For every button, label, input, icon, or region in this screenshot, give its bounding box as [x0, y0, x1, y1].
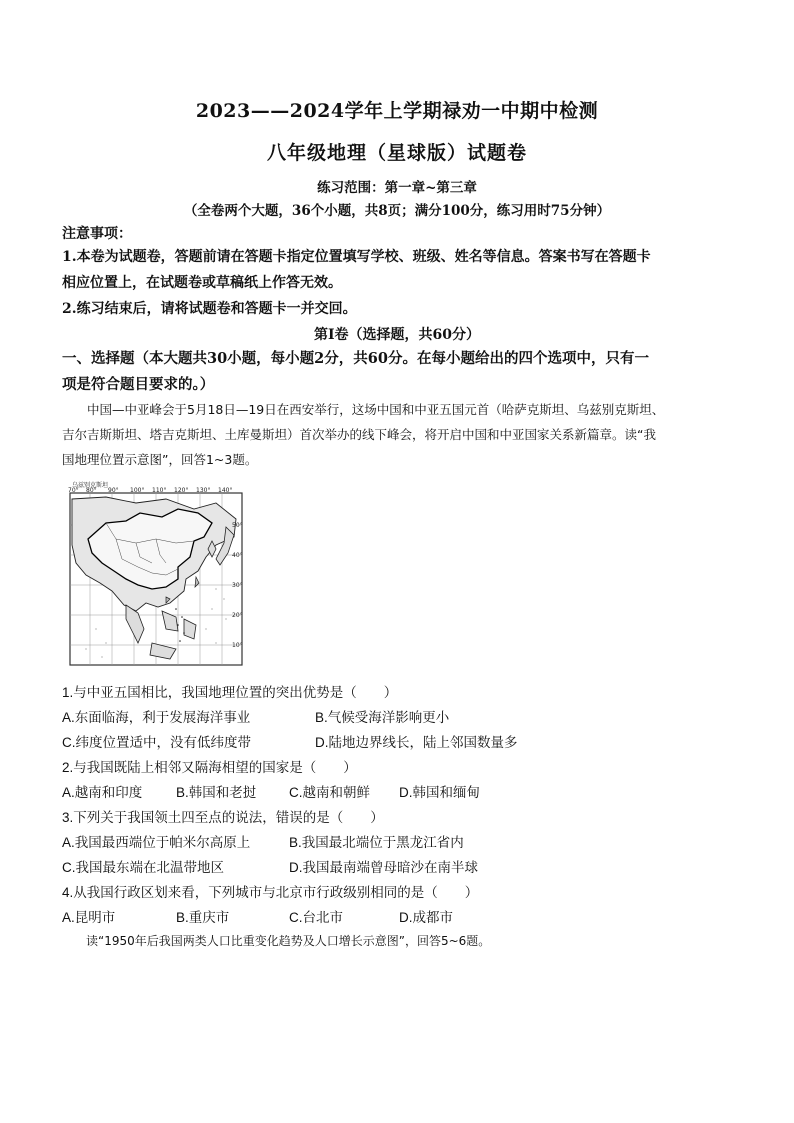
question-1-option-d[interactable]: D.陆地边界线长，陆上邻国数量多 [315, 735, 518, 750]
exam-title: 2023——2024学年上学期禄劝一中期中检测 [195, 100, 599, 122]
question-3-option-b[interactable]: B.我国最北端位于黑龙江省内 [289, 835, 464, 850]
china-location-map [66, 479, 248, 667]
intro-2: 读“1950年后我国两类人口比重变化趋势及人口增长示意图”，回答5~6题。 [86, 934, 491, 948]
exam-subtitle: 八年级地理（星球版）试题卷 [266, 142, 527, 164]
map-lon-label: 70° [68, 487, 79, 494]
part-heading-line-2: 项是符合题目要求的。） [62, 376, 215, 393]
map-lon-label: 130° [196, 487, 211, 494]
question-4-option-b[interactable]: B.重庆市 [176, 910, 230, 925]
question-3-option-c[interactable]: C.我国最东端在北温带地区 [62, 860, 224, 875]
notes-item-1-line-1: 1.本卷为试题卷，答题前请在答题卡指定位置填写学校、班级、姓名等信息。答案书写在答题卡 [62, 249, 651, 265]
question-4-option-a[interactable]: A.昆明市 [62, 910, 116, 925]
volume-heading: 第Ⅰ卷（选择题，共60分） [313, 327, 481, 343]
question-2-option-b[interactable]: B.韩国和老挝 [176, 785, 257, 800]
map-lon-label: 140° [218, 487, 233, 494]
notes-heading: 注意事项： [62, 226, 132, 242]
intro-1-line-3: 国地理位置示意图”，回答1~3题。 [62, 452, 258, 467]
intro-1-line-1: 中国—中亚峰会于5月18日—19日在西安举行，这场中国和中亚五国元首（哈萨克斯坦、乌兹别克斯坦、 [87, 402, 665, 417]
exam-scope: 练习范围：第一章~第三章 [317, 180, 477, 196]
question-2-option-a[interactable]: A.越南和印度 [62, 785, 143, 800]
map-lat-label: 20° [232, 612, 243, 619]
part-heading-line-1: 一、选择题（本大题共30小题，每小题2分，共60分。在每小题给出的四个选项中，只有一 [62, 350, 649, 367]
question-2-stem: 2.与我国既陆上相邻又隔海相望的国家是（ ） [62, 760, 357, 775]
map-lon-label: 80° [86, 487, 97, 494]
question-2-option-c[interactable]: C.越南和朝鲜 [289, 785, 370, 800]
map-lon-label: 110° [152, 487, 167, 494]
map-lat-label: 40° [232, 552, 243, 559]
question-1-stem: 1.与中亚五国相比，我国地理位置的突出优势是（ ） [62, 685, 398, 700]
map-lat-label: 10° [232, 642, 243, 649]
map-lon-label: 120° [174, 487, 189, 494]
question-1-option-b[interactable]: B.气候受海洋影响更小 [315, 710, 450, 725]
question-4-option-c[interactable]: C.台北市 [289, 910, 343, 925]
notes-item-2: 2.练习结束后，请将试题卷和答题卡一并交回。 [62, 301, 357, 317]
map-lat-label: 50° [232, 522, 243, 529]
question-2-option-d[interactable]: D.韩国和缅甸 [399, 785, 480, 800]
question-4-option-d[interactable]: D.成都市 [399, 910, 453, 925]
question-1-option-c[interactable]: C.纬度位置适中，没有低纬度带 [62, 735, 251, 750]
question-1-option-a[interactable]: A.东面临海，利于发展海洋事业 [62, 710, 251, 725]
question-4-stem: 4.从我国行政区划来看，下列城市与北京市行政级别相同的是（ ） [62, 885, 479, 900]
map-lon-label: 90° [108, 487, 119, 494]
map-top-label: 乌兹别克斯坦 [72, 482, 109, 489]
question-3-stem: 3.下列关于我国领土四至点的说法，错误的是（ ） [62, 810, 384, 825]
map-lat-label: 30° [232, 582, 243, 589]
question-3-option-d[interactable]: D.我国最南端曾母暗沙在南半球 [289, 860, 478, 875]
notes-item-1-line-2: 相应位置上，在试题卷或草稿纸上作答无效。 [62, 275, 342, 291]
map-lon-label: 100° [130, 487, 145, 494]
exam-info: （全卷两个大题，36个小题，共8页；满分100分，练习用时75分钟） [183, 203, 611, 219]
intro-1-line-2: 吉尔吉斯斯坦、塔吉克斯坦、土库曼斯坦）首次举办的线下峰会，将开启中国和中亚国家关系新篇章。读“我 [62, 427, 656, 442]
question-3-option-a[interactable]: A.我国最西端位于帕米尔高原上 [62, 835, 251, 850]
map-figure [66, 479, 248, 667]
